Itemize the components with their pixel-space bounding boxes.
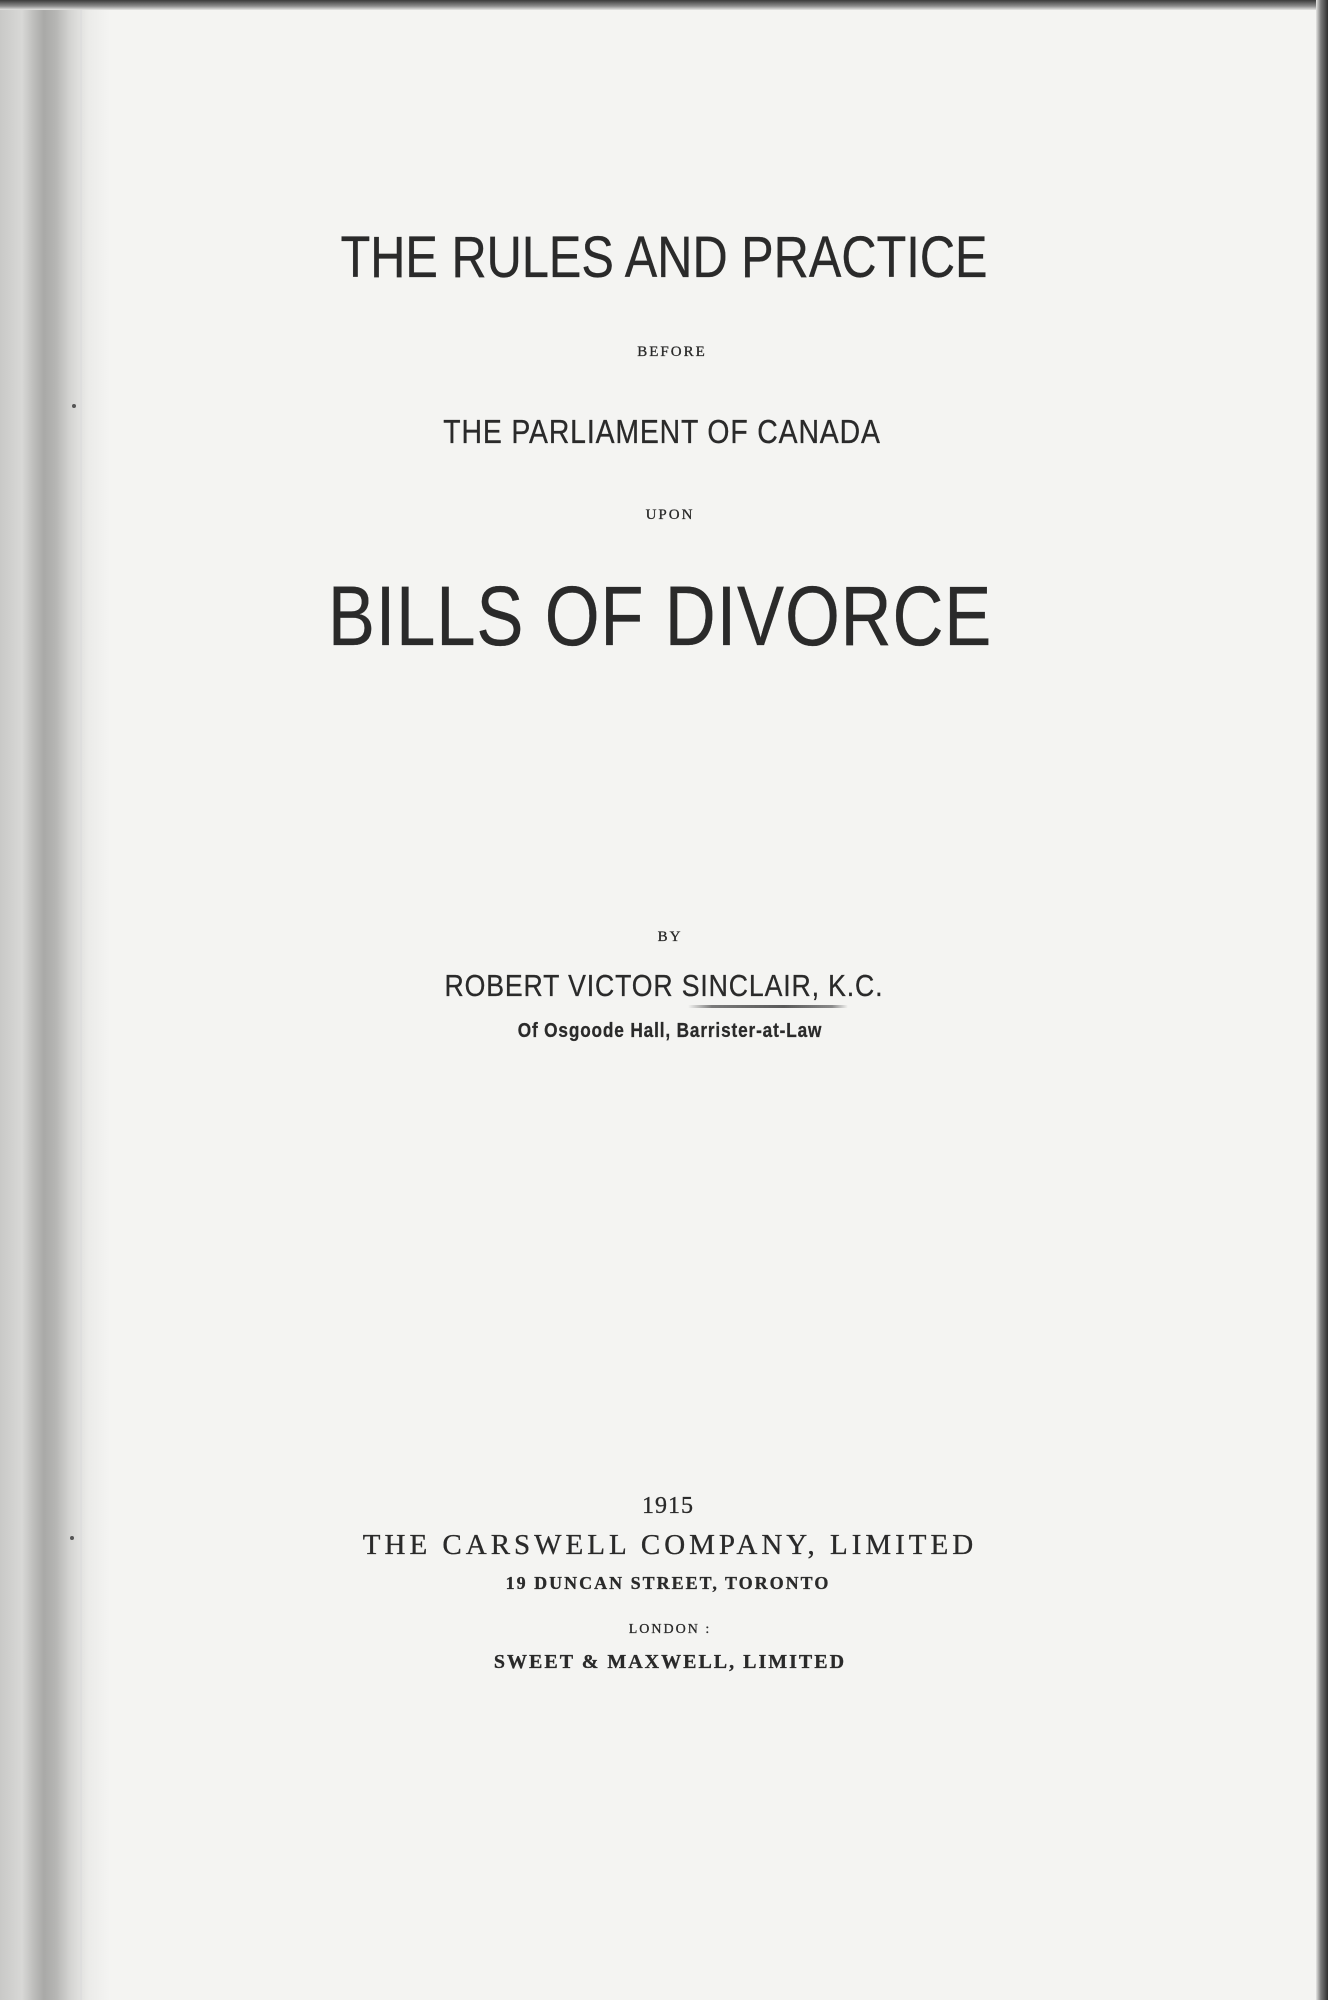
book-title: THE RULES AND PRACTICE bbox=[340, 225, 988, 290]
parliament-line: THE PARLIAMENT OF CANADA bbox=[443, 413, 881, 450]
subject-heading: BILLS OF DIVORCE bbox=[327, 569, 993, 663]
london-label: LONDON : bbox=[628, 1622, 712, 1637]
author-affiliation: Of Osgoode Hall, Barrister-at-Law bbox=[517, 1020, 823, 1042]
publisher-address: 19 DUNCAN STREET, TORONTO bbox=[505, 1573, 831, 1593]
by-label: BY bbox=[657, 929, 683, 945]
author-underline-mark bbox=[688, 1005, 848, 1008]
publisher-name: THE CARSWELL COMPANY, LIMITED bbox=[362, 1529, 978, 1561]
publication-year: 1915 bbox=[642, 1493, 694, 1519]
upon-label: UPON bbox=[645, 507, 695, 523]
london-publisher: SWEET & MAXWELL, LIMITED bbox=[493, 1651, 847, 1673]
before-label: BEFORE bbox=[637, 344, 707, 360]
author-name: ROBERT VICTOR SINCLAIR, K.C. bbox=[444, 968, 884, 1003]
